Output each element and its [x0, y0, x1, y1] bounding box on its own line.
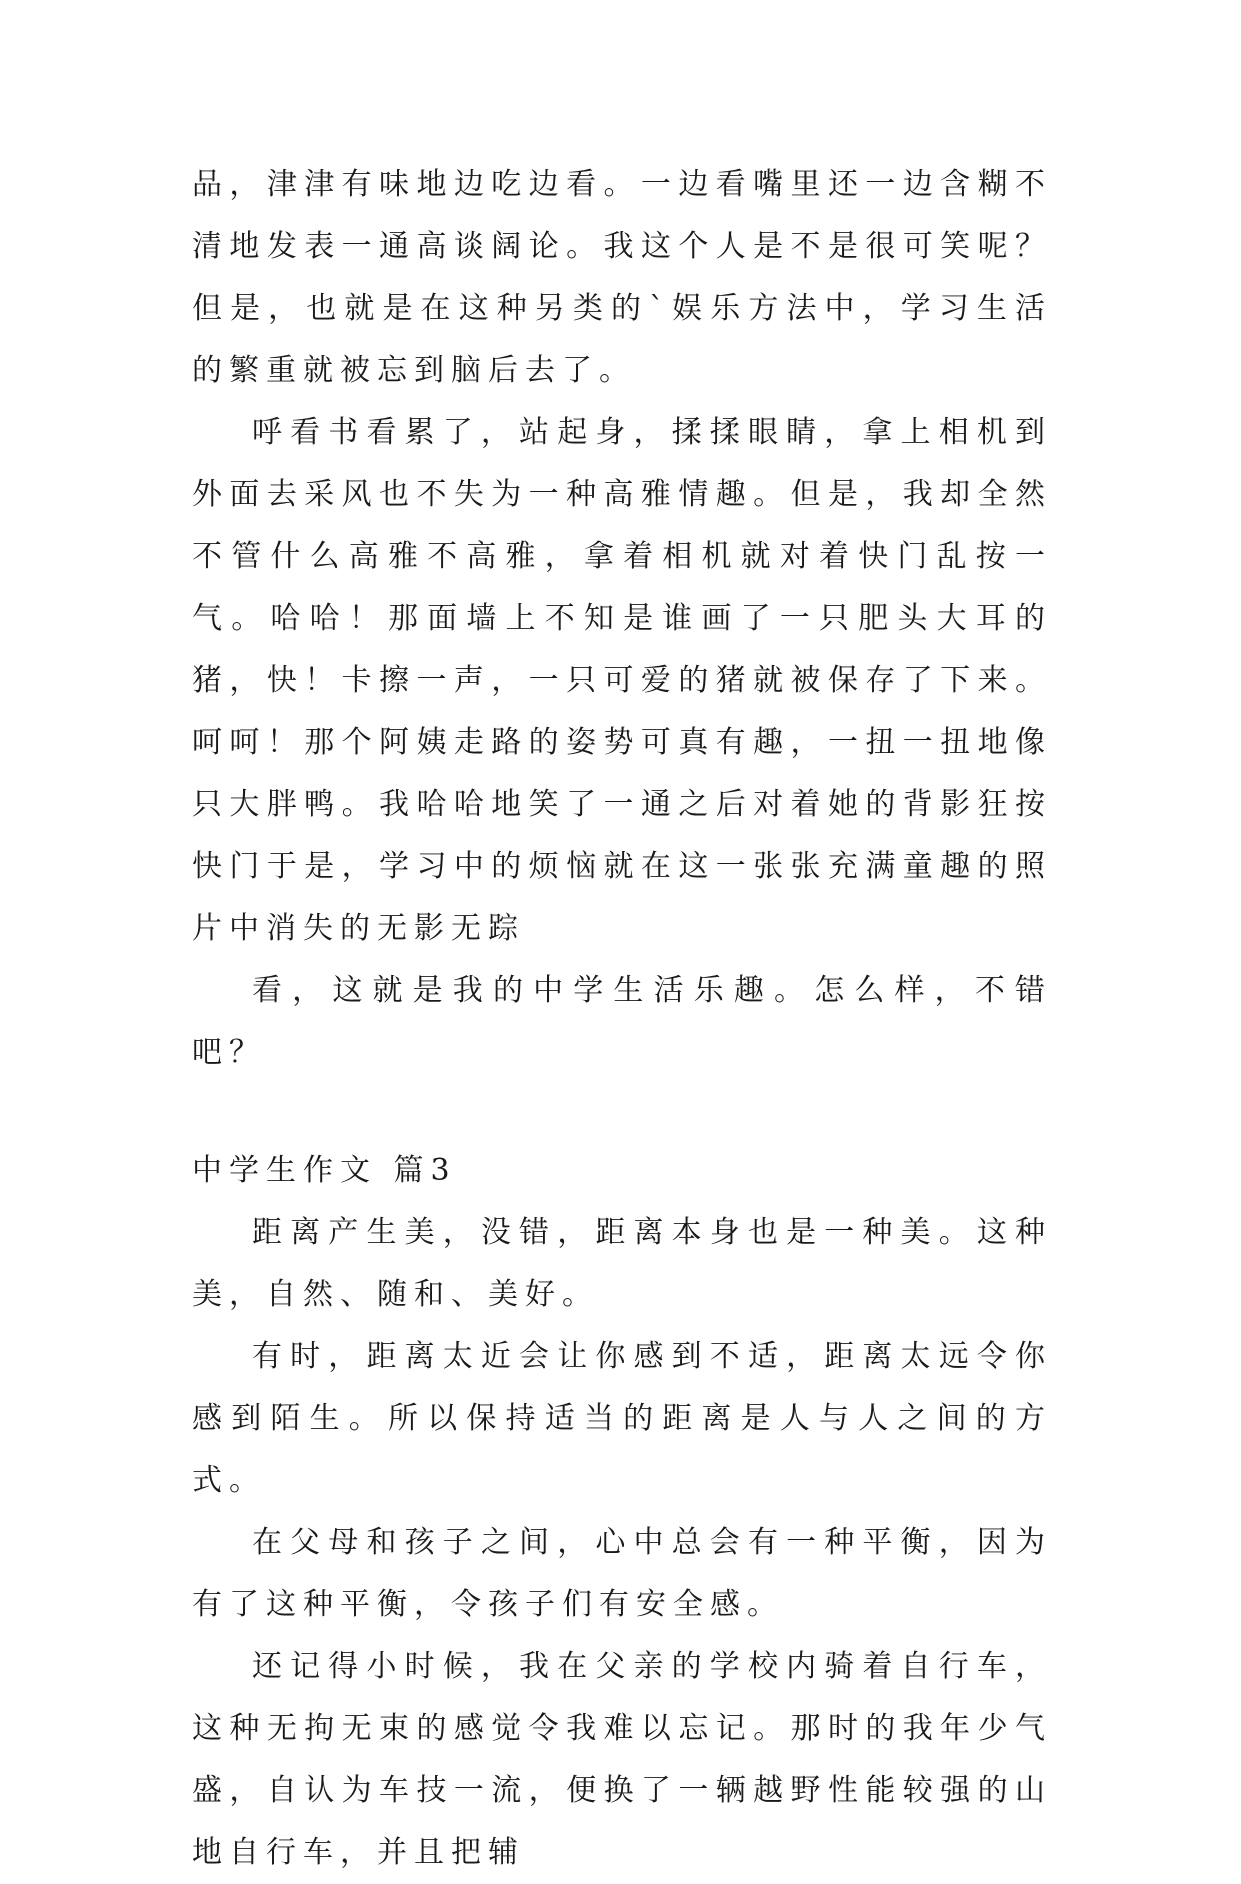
paragraph-distance-beauty: 距离产生美，没错，距离本身也是一种美。这种美，自然、随和、美好。: [192, 1215, 1052, 1312]
section-gap: [192, 1084, 1052, 1140]
paragraph-childhood-bike: 还记得小时候，我在父亲的学校内骑着自行车，这种无拘无束的感觉令我难以忘记。那时的我年少气盛，自认为车技一流，便换了一辆越野性能较强的山地自行车，并且把辅: [192, 1649, 1052, 1870]
paragraph-photography: 呼看书看累了，站起身，揉揉眼睛，拿上相机到外面去采风也不失为一种高雅情趣。但是，我却全然不管什么高雅不高雅，拿着相机就对着快门乱按一气。哈哈！那面墙上不知是谁画了一只肥头大耳的猪，快！卡擦一声，一只可爱的猪就被保存了下来。呵呵！那个阿姨走路的姿势可真有趣，一扭一扭地像只大胖鸭。我哈哈地笑了一通之后对着她的背影狂按快门于是，学习中的烦恼就在这一张张充满童趣的照片中消失的无影无踪: [192, 415, 1052, 946]
paragraph-parents-children: 在父母和孩子之间，心中总会有一种平衡，因为有了这种平衡，令孩子们有安全感。: [192, 1525, 1052, 1622]
section-heading: 中学生作文 篇3: [192, 1153, 457, 1188]
paragraph-continuation: 品，津津有味地边吃边看。一边看嘴里还一边含糊不清地发表一通高谈阔论。我这个人是不是很可笑呢？但是，也就是在这种另类的`娱乐方法中，学习生活的繁重就被忘到脑后去了。: [192, 167, 1052, 388]
document-page: [192, 150, 1052, 1884]
paragraph-conclusion: 看，这就是我的中学生活乐趣。怎么样，不错吧？: [192, 973, 1052, 1070]
paragraph-distance-comfort: 有时，距离太近会让你感到不适，距离太远令你感到陌生。所以保持适当的距离是人与人之间的方式。: [192, 1339, 1052, 1498]
